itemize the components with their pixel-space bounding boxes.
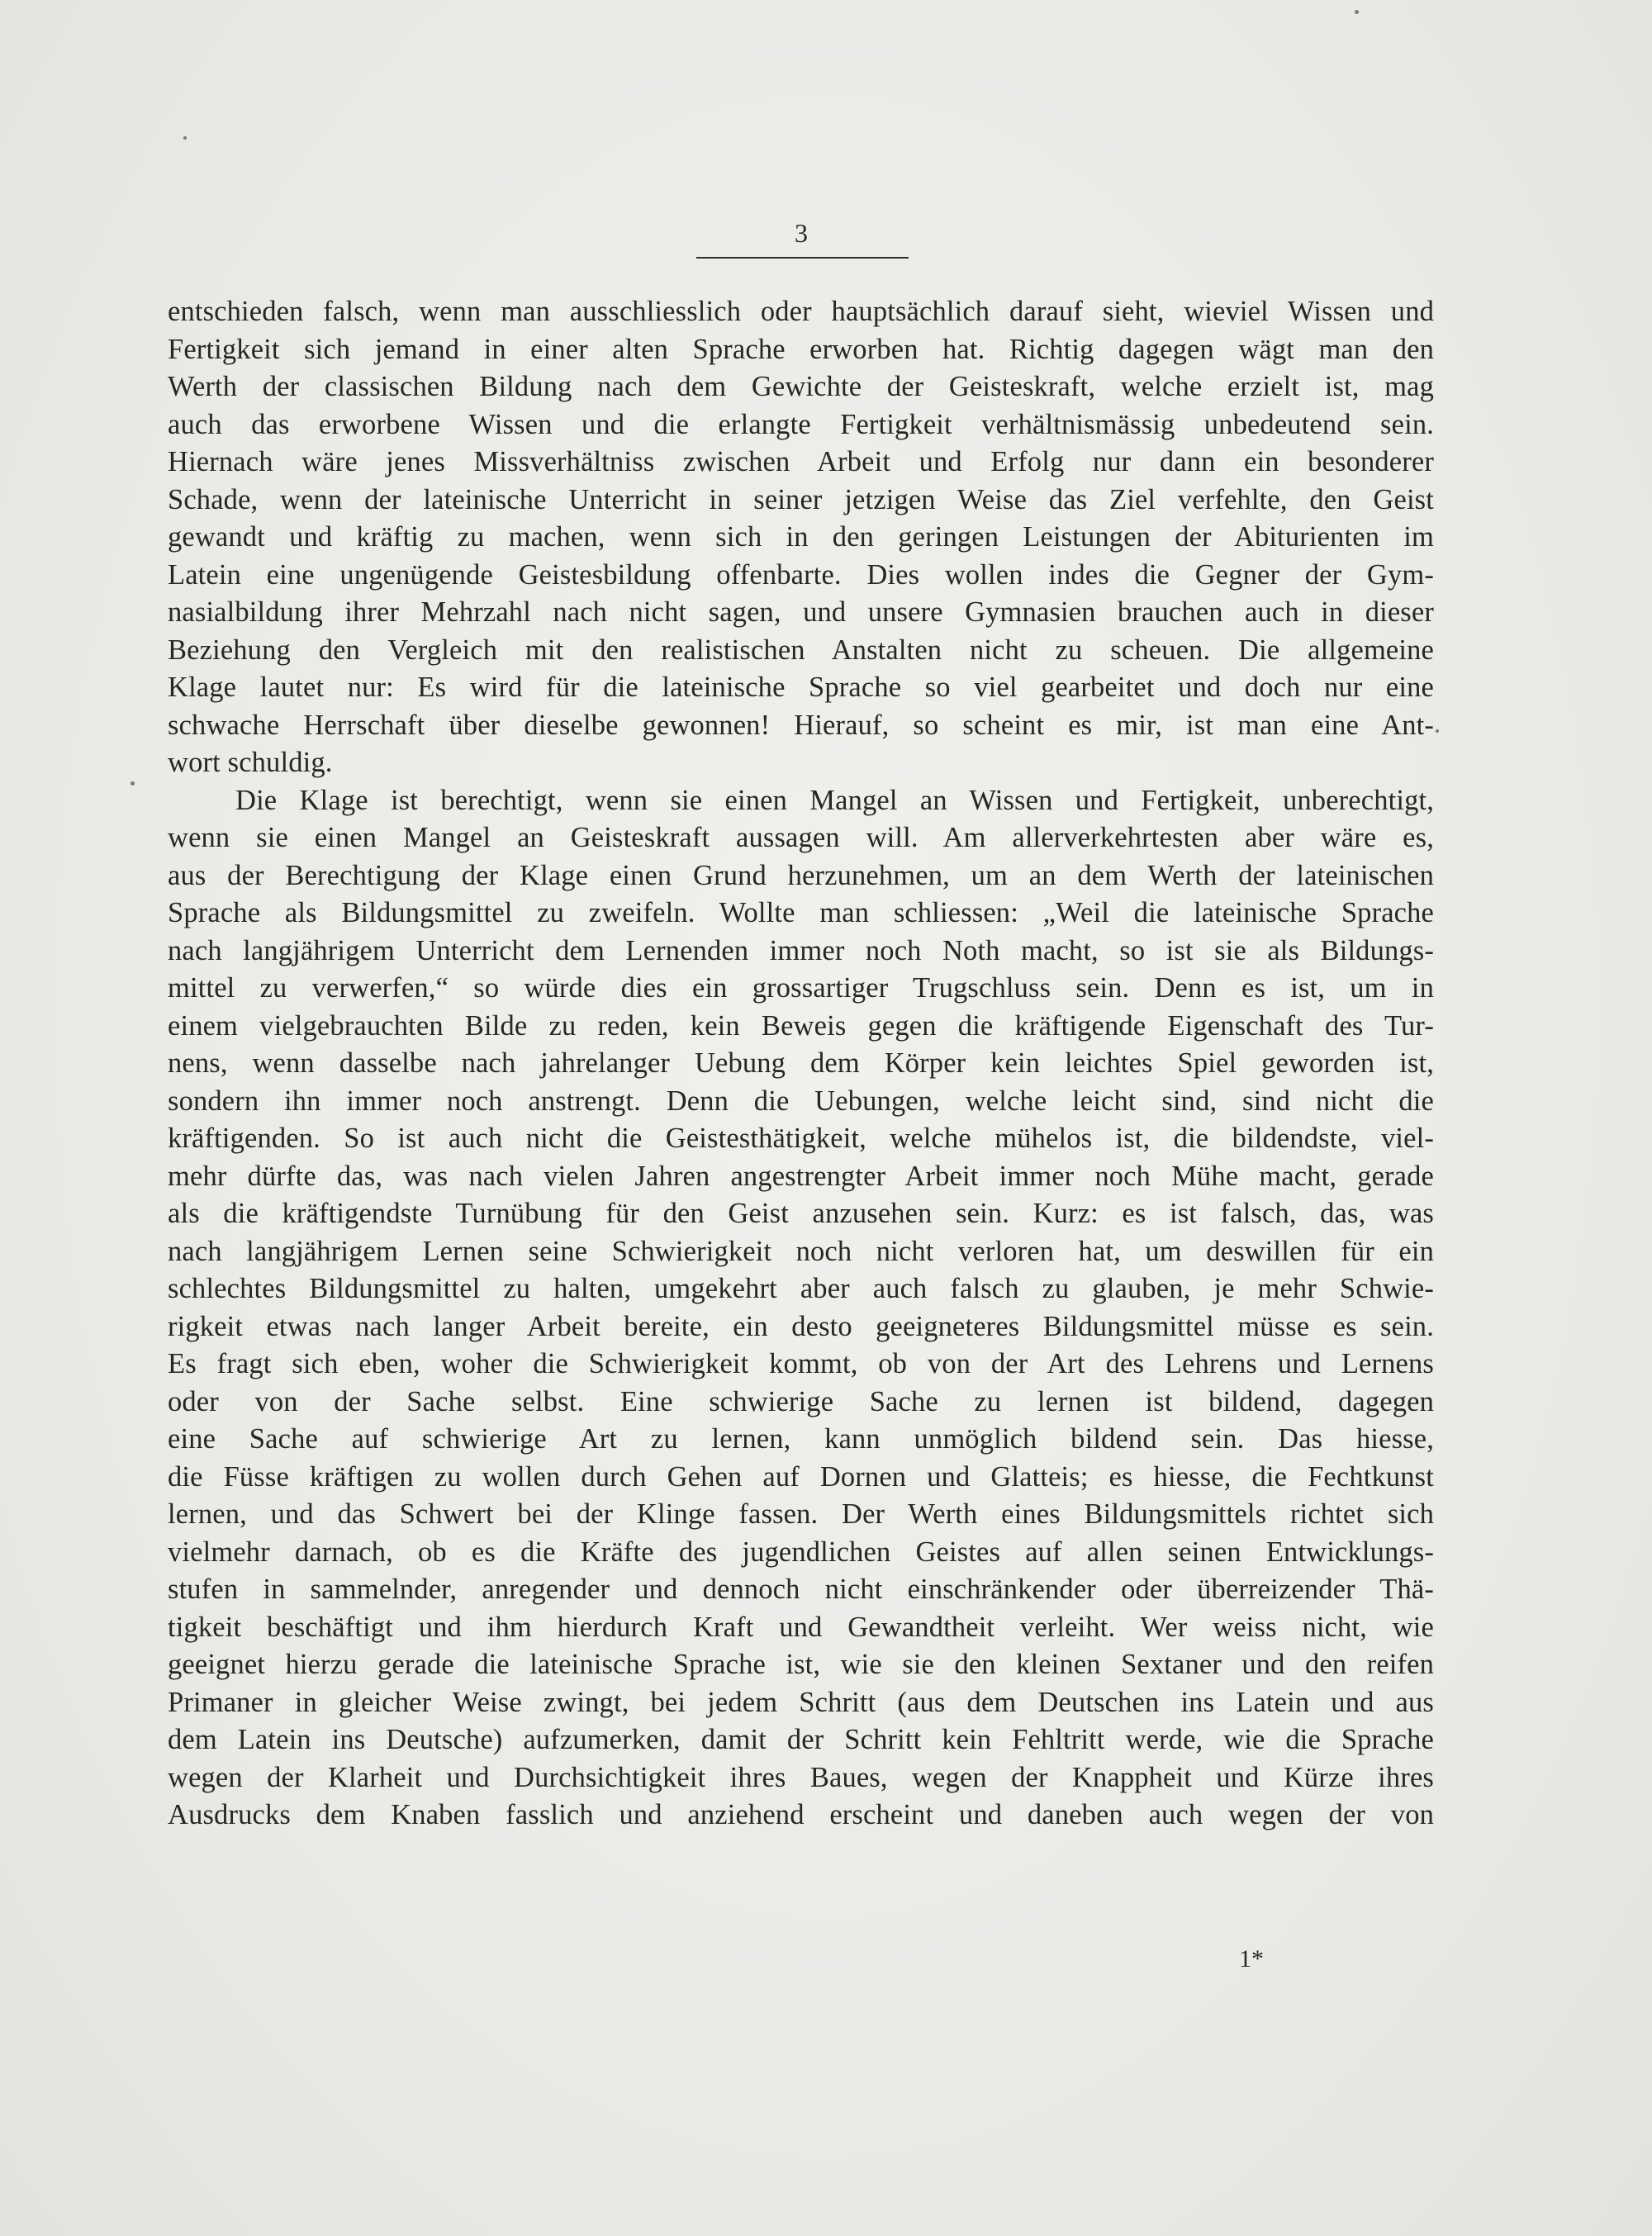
text-line: geeignet hierzu gerade die lateinische Sprache ist, wie sie den kleinen Sextaner und den reifen <box>168 1649 1434 1680</box>
text-line: einem vielgebrauchten Bilde zu reden, kein Beweis gegen die kräftigende Eigenschaft des Tur- <box>168 1009 1434 1042</box>
text-line: Die Klage ist berechtigt, wenn sie einen Mangel an Wissen und Fertigkeit, unberechtigt, <box>235 784 1434 816</box>
text-line: sondern ihn immer noch anstrengt. Denn die Uebungen, welche leicht sind, sind nicht die <box>168 1085 1434 1117</box>
text-line: Schade, wenn der lateinische Unterricht in seiner jetzigen Weise das Ziel verfehlte, den Geist <box>168 483 1434 515</box>
text-line: als die kräftigendste Turnübung für den Geist anzusehen sein. Kurz: es ist falsch, das, was <box>168 1198 1434 1229</box>
text-line: Sprache als Bildungsmittel zu zweifeln. Wollte man schliessen: „Weil die lateinische Sprache <box>168 897 1434 928</box>
text-line: Latein eine ungenügende Geistesbildung offenbarte. Dies wollen indes die Gegner der Gym- <box>168 558 1434 591</box>
text-line: mehr dürfte das, was nach vielen Jahren angestrengter Arbeit immer noch Mühe macht, gerade <box>168 1160 1434 1192</box>
text-line: wort schuldig. <box>168 747 333 778</box>
text-line: nach langjährigem Unterricht dem Lernenden immer noch Noth macht, so ist sie als Bildungs- <box>168 934 1434 966</box>
text-line: die Füsse kräftigen zu wollen durch Gehen auf Dornen und Glatteis; es hiesse, die Fechtkunst <box>168 1460 1434 1493</box>
text-line: kräftigenden. So ist auch nicht die Geistesthätigkeit, welche mühelos ist, die bildendste, viel- <box>168 1123 1434 1154</box>
text-line: Hiernach wäre jenes Missverhältniss zwischen Arbeit und Erfolg nur dann ein besonderer <box>168 446 1434 477</box>
text-line: stufen in sammelnder, anregender und dennoch nicht einschränkender oder überreizender Thä- <box>168 1574 1434 1605</box>
text-line: Klage lautet nur: Es wird für die lateinische Sprache so viel gearbeitet und doch nur eine <box>168 672 1434 703</box>
text-line: entschieden falsch, wenn man ausschliesslich oder hauptsächlich darauf sieht, wieviel Wissen und <box>168 296 1434 327</box>
text-line: schlechtes Bildungsmittel zu halten, umgekehrt aber auch falsch zu glauben, je mehr Schwie- <box>168 1273 1434 1304</box>
text-line: nens, wenn dasselbe nach jahrelanger Uebung dem Körper kein leichtes Spiel geworden ist, <box>168 1047 1434 1079</box>
text-line: nasialbildung ihrer Mehrzahl nach nicht sagen, und unsere Gymnasien brauchen auch in dieser <box>168 596 1434 628</box>
paragraph-1 <box>168 293 1434 782</box>
paper-speck <box>1355 10 1359 14</box>
text-line: gewandt und kräftig zu machen, wenn sich in den geringen Leistungen der Abiturienten im <box>168 521 1434 553</box>
text-line: dem Latein ins Deutsche) aufzumerken, damit der Schritt kein Fehltritt werde, wie die Sprache <box>168 1724 1434 1755</box>
text-line: Fertigkeit sich jemand in einer alten Sprache erworben hat. Richtig dagegen wägt man den <box>168 333 1434 365</box>
text-line: Beziehung den Vergleich mit den realistischen Anstalten nicht zu scheuen. Die allgemeine <box>168 634 1434 666</box>
text-line: wenn sie einen Mangel an Geisteskraft aussagen will. Am allerverkehrtesten aber wäre es, <box>168 822 1434 853</box>
text-line: Ausdrucks dem Knaben fasslich und anziehend erscheint und daneben auch wegen der von <box>168 1799 1434 1830</box>
paper-speck <box>1436 729 1439 733</box>
paragraph-2 <box>168 782 1434 1835</box>
header-rule <box>696 257 909 259</box>
text-line: schwache Herrschaft über dieselbe gewonnen! Hierauf, so scheint es mir, ist man eine Ant- <box>168 709 1434 741</box>
text-line: oder von der Sache selbst. Eine schwierige Sache zu lernen ist bildend, dagegen <box>168 1385 1434 1417</box>
text-line: rigkeit etwas nach langer Arbeit bereite, ein desto geeigneteres Bildungsmittel müsse es sein. <box>168 1310 1434 1342</box>
signature-mark: 1* <box>1239 1945 1264 1973</box>
text-line: Primaner in gleicher Weise zwingt, bei jedem Schritt (aus dem Deutschen ins Latein und aus <box>168 1686 1434 1718</box>
paper-speck <box>183 136 187 140</box>
text-line: auch das erworbene Wissen und die erlangte Fertigkeit verhältnismässig unbedeutend sein. <box>168 408 1434 440</box>
body-text <box>168 293 1434 1835</box>
text-line: Es fragt sich eben, woher die Schwierigkeit kommt, ob von der Art des Lehrens und Lernens <box>168 1348 1434 1379</box>
text-line: Werth der classischen Bildung nach dem Gewichte der Geisteskraft, welche erzielt ist, mag <box>168 371 1434 402</box>
text-line: eine Sache auf schwierige Art zu lernen, kann unmöglich bildend sein. Das hiesse, <box>168 1423 1434 1455</box>
text-line: wegen der Klarheit und Durchsichtigkeit ihres Baues, wegen der Knappheit und Kürze ihres <box>168 1761 1434 1793</box>
paper-speck <box>131 781 135 786</box>
text-line: nach langjährigem Lernen seine Schwierigkeit noch nicht verloren hat, um deswillen für ein <box>168 1235 1434 1267</box>
text-line: mittel zu verwerfen,“ so würde dies ein grossartiger Trugschluss sein. Denn es ist, um in <box>168 972 1434 1004</box>
text-line: vielmehr darnach, ob es die Kräfte des jugendlichen Geistes auf allen seinen Entwicklungs- <box>168 1536 1434 1568</box>
page-number: 3 <box>795 218 808 248</box>
text-line: tigkeit beschäftigt und ihm hierdurch Kraft und Gewandtheit verleiht. Wer weiss nicht, wie <box>168 1611 1434 1643</box>
text-line: aus der Berechtigung der Klage einen Grund herzunehmen, um an dem Werth der lateinischen <box>168 859 1434 891</box>
text-line: lernen, und das Schwert bei der Klinge fassen. Der Werth eines Bildungsmittels richtet sich <box>168 1498 1434 1530</box>
